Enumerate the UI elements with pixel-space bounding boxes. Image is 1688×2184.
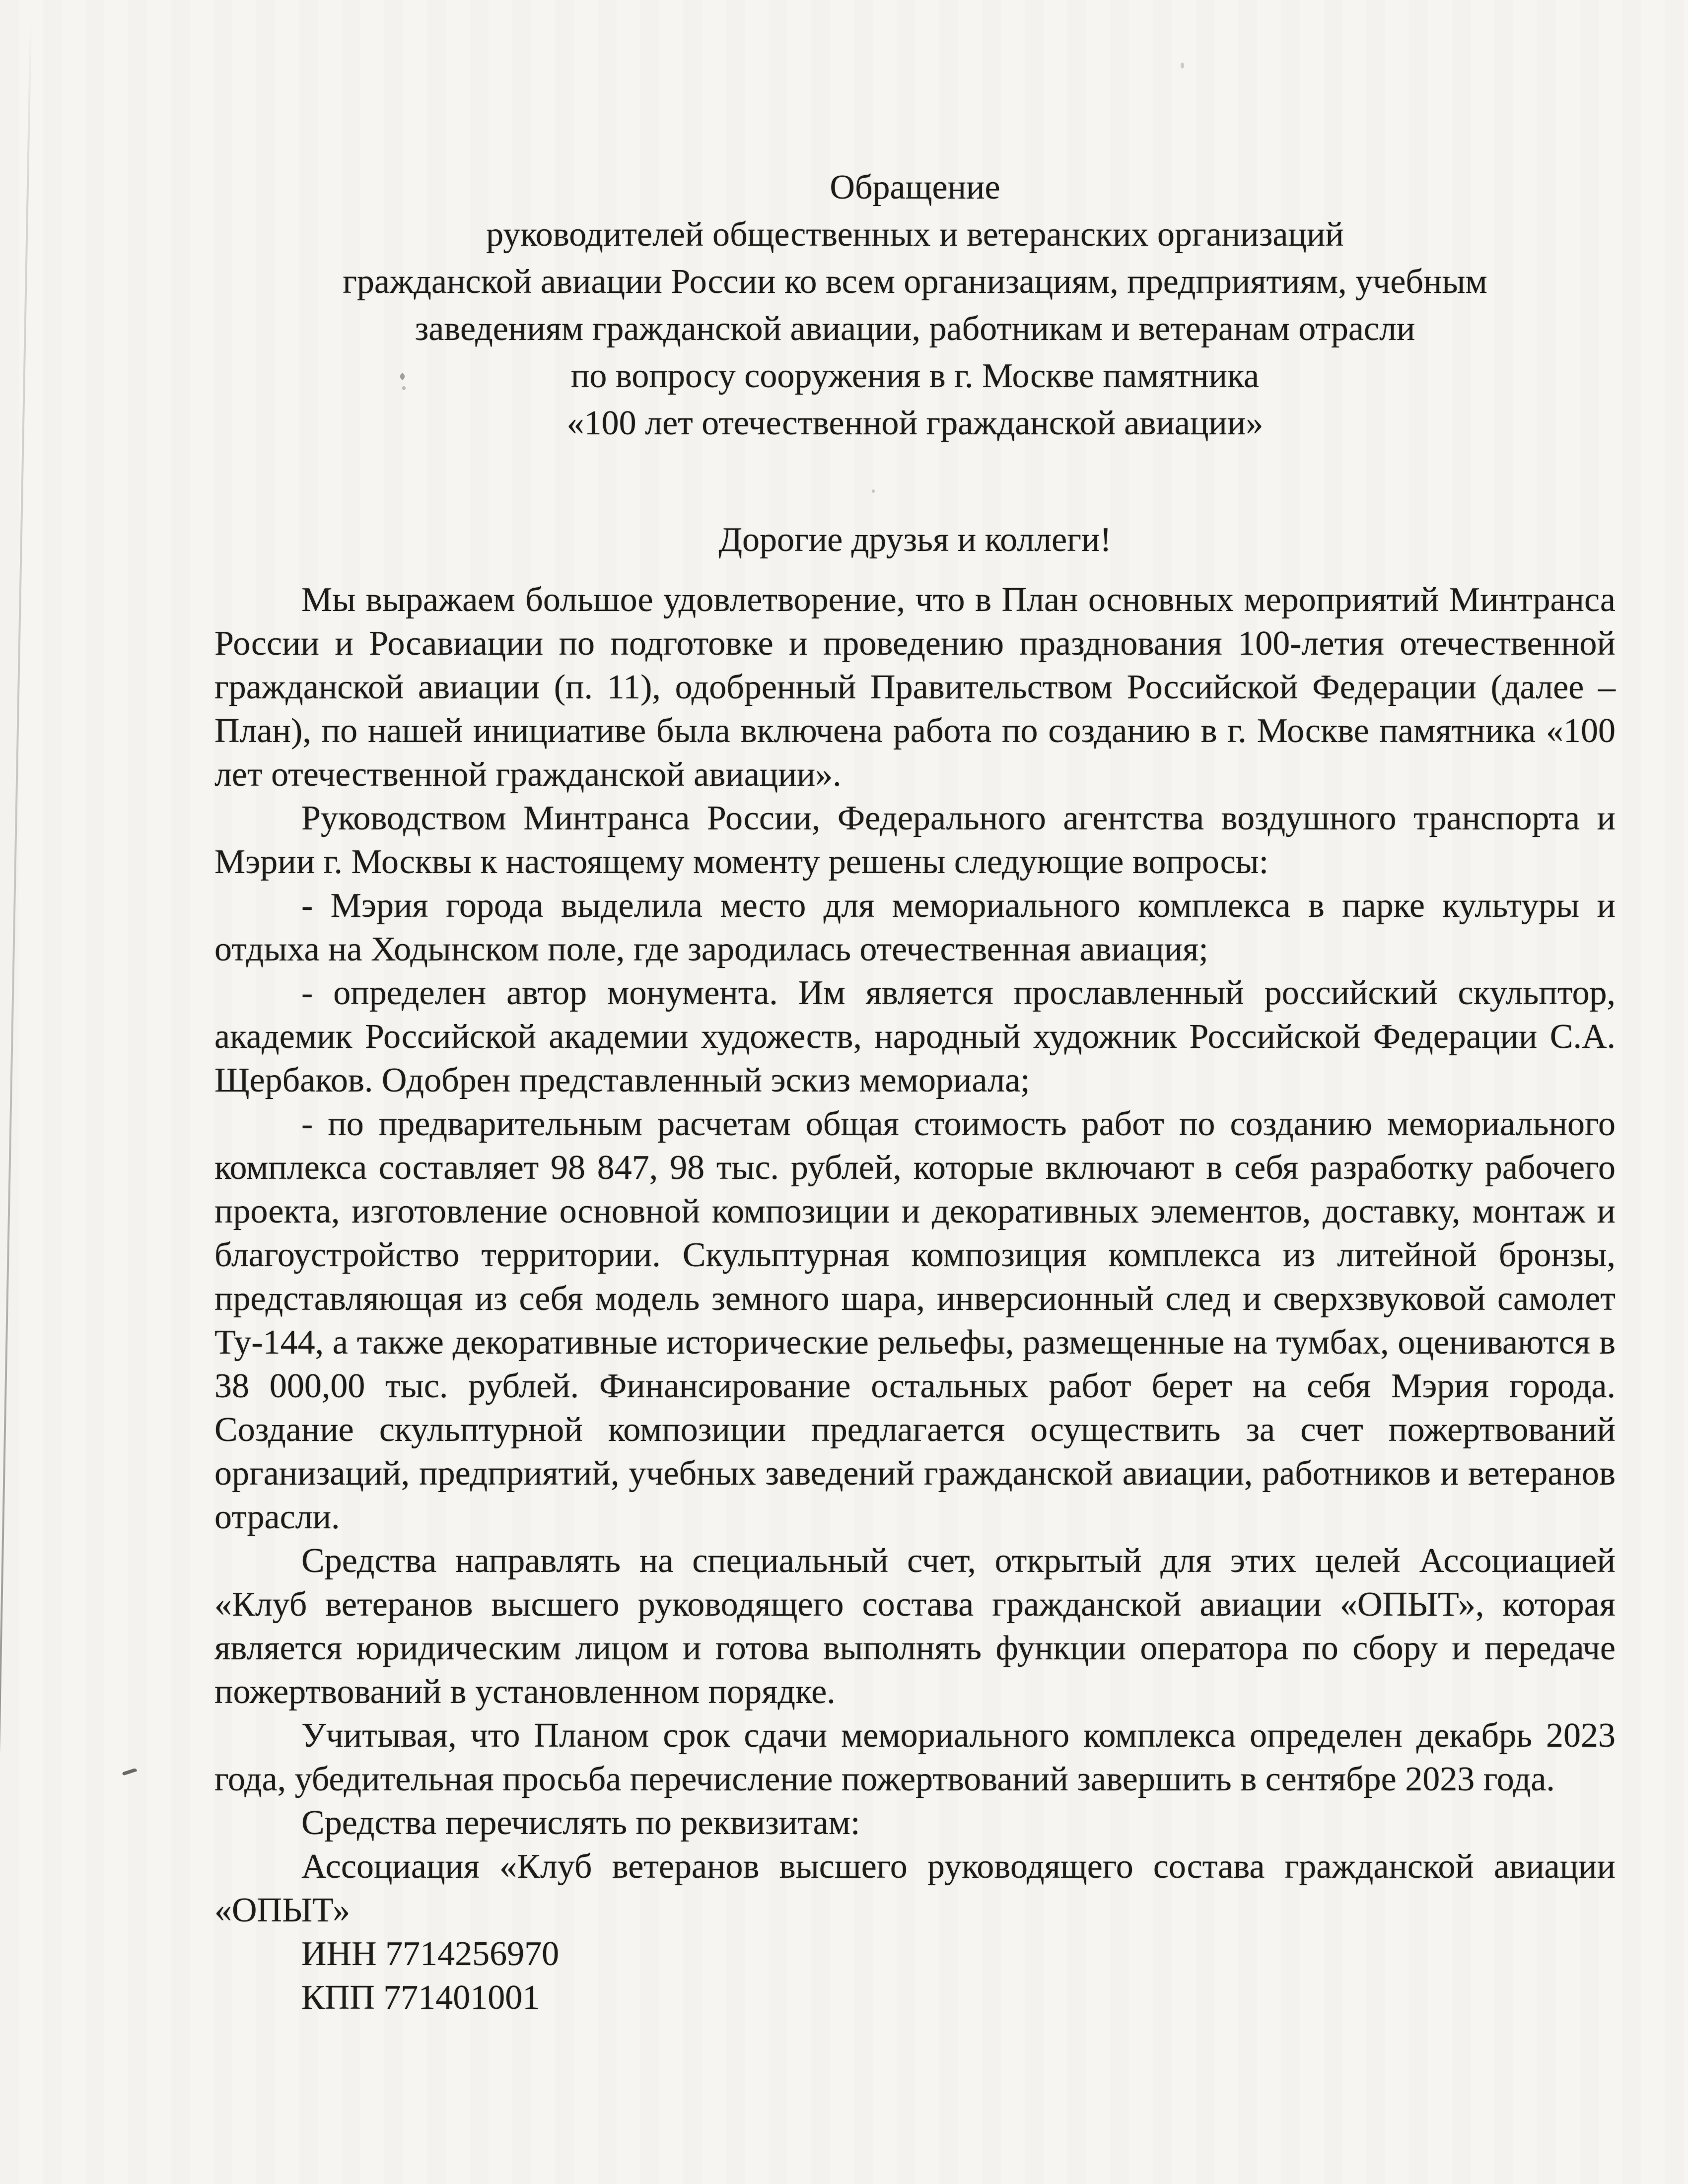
letter-content (214, 164, 1616, 2020)
title-line-6: «100 лет отечественной гражданской авиации» (566, 404, 1264, 442)
title-line-2: руководителей общественных и ветеранских организаций (486, 215, 1344, 254)
paragraph-10: ИНН 7714256970 (301, 1935, 560, 1973)
paragraph-9: Ассоциация «Клуб ветеранов высшего руководящего состава гражданской авиации «ОПЫТ» (214, 1847, 1616, 1929)
title-line-4: заведениям гражданской авиации, работникам и ветеранам отрасли (415, 310, 1415, 348)
pen-mark (122, 1768, 138, 1776)
title-line-1: Обращение (830, 168, 1000, 206)
paragraph-1: Мы выражаем большое удовлетворение, что в План основных мероприятий Минтранса России и Росавиации по подготовке и проведению празднования 100-летия отечественной гражданской авиации (п. 11), одобренный Правительством Российской Федерации (далее – План), по нашей инициативе была включена работа по созданию в г. Москве памятника «100 лет отечественной гражданской авиации». (214, 581, 1616, 794)
scan-edge-shadow (0, 21, 32, 2180)
paragraph-3: - Мэрия города выделила место для мемориального комплекса в парке культуры и отдыха на Ходынском поле, где зародилась отечественная авиация; (214, 887, 1616, 968)
title-line-5: по вопросу сооружения в г. Москве памятника (570, 357, 1260, 395)
document-body (214, 578, 1616, 2020)
paragraph-6: Средства направлять на специальный счет, открытый для этих целей Ассоциацией «Клуб ветеранов высшего руководящего состава гражданской авиации «ОПЫТ», которая является юридическим лицом и готова выполнять функции оператора по сбору и передаче пожертвований в установленном порядке. (214, 1542, 1616, 1711)
paragraph-11: КПП 771401001 (301, 1979, 540, 2017)
scan-speck (1181, 63, 1184, 68)
document-title (214, 164, 1616, 447)
paragraph-2: Руководством Минтранса России, Федерального агентства воздушного транспорта и Мэрии г. Москвы к настоящему моменту решены следующие вопросы: (214, 799, 1616, 881)
paragraph-4: - определен автор монумента. Им является прославленный российский скульптор, академик Российской академии художеств, народный художник Российской Федерации С.А. Щербаков. Одобрен представленный эскиз мемориала; (214, 974, 1616, 1099)
paragraph-5: - по предварительным расчетам общая стоимость работ по созданию мемориального комплекса составляет 98 847, 98 тыс. рублей, которые включают в себя разработку рабочего проекта, изготовление основной композиции и декоративных элементов, доставку, монтаж и благоустройство территории. Скульптурная композиция комплекса из литейной бронзы, представляющая из себя модель земного шара, инверсионный след и сверхзвуковой самолет Ту-144, а также декоративные исторические рельефы, размещенные на тумбах, оцениваются в 38 000,00 тыс. рублей. Финансирование остальных работ берет на себя Мэрия города. Создание скульптурной композиции предлагается осуществить за счет пожертвований организаций, предприятий, учебных заведений гражданской авиации, работников и ветеранов отрасли. (214, 1105, 1616, 1536)
salutation: Дорогие друзья и коллеги! (718, 521, 1112, 559)
paragraph-7: Учитывая, что Планом срок сдачи мемориального комплекса определен декабрь 2023 года, убедительная просьба перечисление пожертвований завершить в сентябре 2023 года. (214, 1716, 1616, 1798)
paragraph-8: Средства перечислять по реквизитам: (301, 1804, 860, 1842)
title-line-3: гражданской авиации России ко всем организациям, предприятиям, учебным (343, 263, 1487, 301)
